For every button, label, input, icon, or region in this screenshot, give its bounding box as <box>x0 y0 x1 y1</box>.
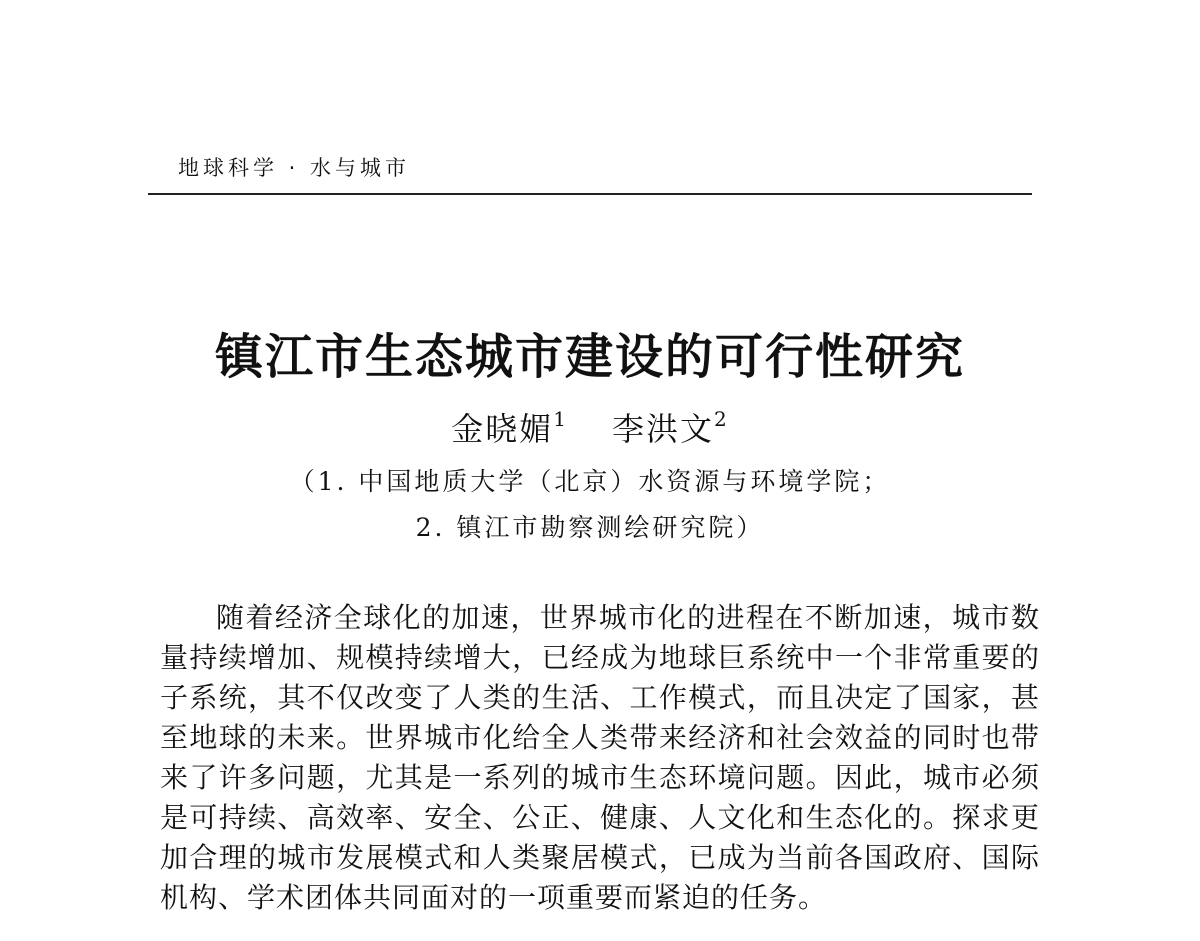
author-affil-mark-1: 1 <box>553 407 568 431</box>
author-line <box>150 404 1030 450</box>
affiliation-line-1: （1. 中国地质大学（北京）水资源与环境学院； <box>289 467 891 496</box>
body-paragraph: 随着经济全球化的加速，世界城市化的进程在不断加速，城市数量持续增加、规模持续增大，已经成为地球巨系统中一个非常重要的子系统，其不仅改变了人类的生活、工作模式，而且决定了国家，甚至地球的未来。世界城市化给全人类带来经济和社会效益的同时也带来了许多问题，尤其是一系列的城市生态环境问题。因此，城市必须是可持续、高效率、安全、公正、健康、人文化和生态化的。探求更加合理的城市发展模式和人类聚居模式，已成为当前各国政府、国际机构、学术团体共同面对的一项重要而紧迫的任务。 <box>160 601 1040 914</box>
affiliation-line-2: 2. 镇江市勘察测绘研究院） <box>415 513 765 542</box>
author-name-1: 金晓媚 <box>451 410 554 448</box>
header-rule <box>148 193 1032 195</box>
paper-title: 镇江市生态城市建设的可行性研究 <box>214 329 965 385</box>
author-name-2: 李洪文 <box>612 410 715 448</box>
running-head: 地球科学 · 水与城市 <box>178 156 411 180</box>
author-affil-mark-2: 2 <box>714 407 729 431</box>
